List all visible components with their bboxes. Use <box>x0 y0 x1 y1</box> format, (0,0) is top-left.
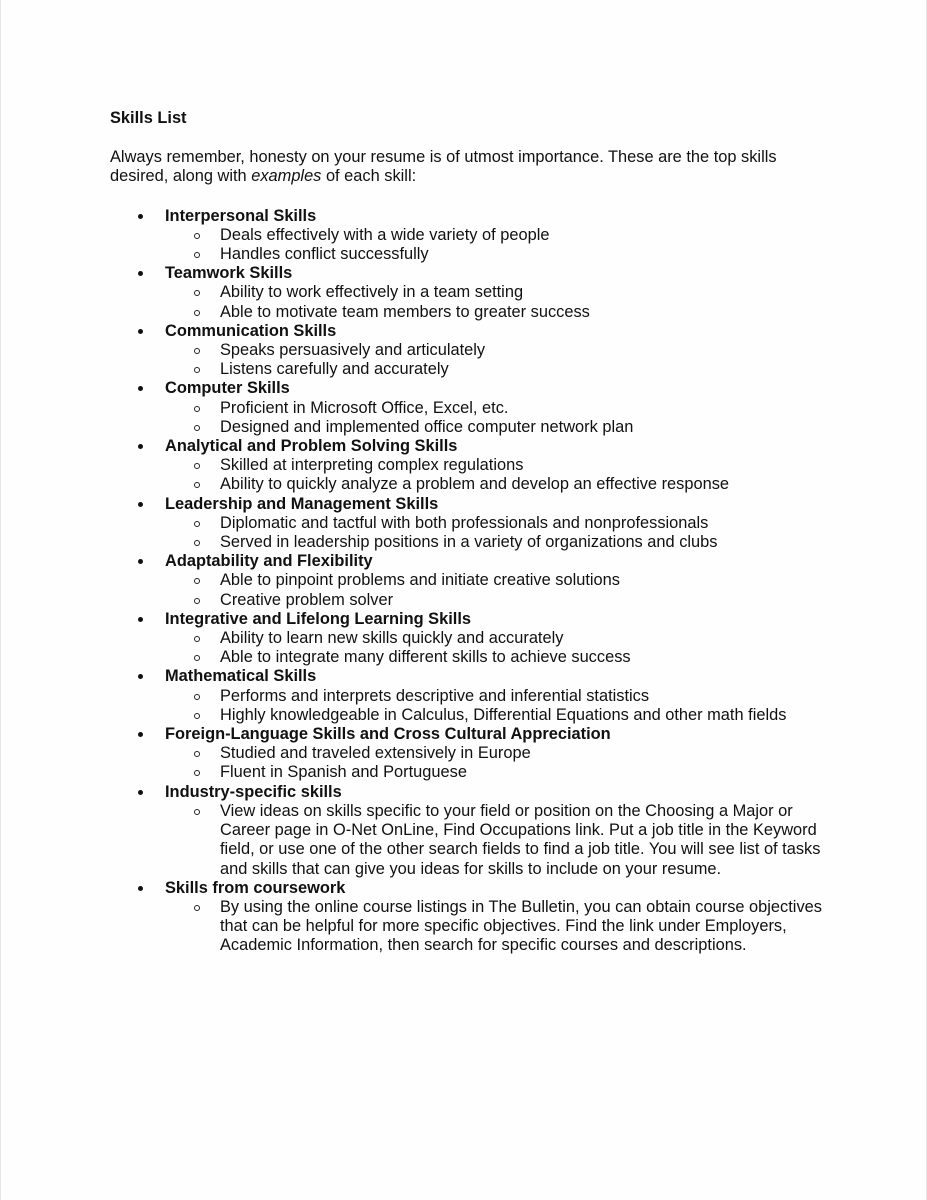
circle-bullet-icon <box>194 463 200 469</box>
skill-examples <box>165 802 830 879</box>
skill-item <box>110 610 830 668</box>
example-item <box>165 399 830 418</box>
circle-bullet-icon <box>194 540 200 546</box>
circle-bullet-icon <box>194 521 200 527</box>
example-text: Able to pinpoint problems and initiate creative solutions <box>220 571 620 590</box>
skill-heading: Mathematical Skills <box>165 667 317 686</box>
circle-bullet-icon <box>194 770 200 776</box>
circle-bullet-icon <box>194 367 200 373</box>
circle-bullet-icon <box>194 482 200 488</box>
skill-heading: Leadership and Management Skills <box>165 494 439 513</box>
example-item <box>165 706 830 725</box>
skill-item <box>110 667 830 725</box>
skill-examples <box>165 456 830 494</box>
skill-examples <box>165 687 830 725</box>
circle-bullet-icon <box>194 694 200 700</box>
skill-item <box>110 322 830 380</box>
example-item <box>165 283 830 302</box>
example-item <box>165 245 830 264</box>
example-text: Able to motivate team members to greater success <box>220 302 590 321</box>
example-item <box>165 802 830 879</box>
skill-examples <box>165 226 830 264</box>
intro-text: Always remember, honesty on your resume is of utmost importance. These are the top skills desired, along with <box>110 148 777 186</box>
example-text: By using the online course listings in The Bulletin, you can obtain course objectives that can be helpful for more specific objectives. Find the link under Employers, Academic Information, then search for specific courses and descriptions. <box>220 897 822 955</box>
bullet-icon <box>138 674 143 679</box>
bullet-icon <box>138 886 143 891</box>
circle-bullet-icon <box>194 713 200 719</box>
skill-item <box>110 264 830 322</box>
bullet-icon <box>138 502 143 507</box>
circle-bullet-icon <box>194 809 200 815</box>
bullet-icon <box>138 386 143 391</box>
example-item <box>165 514 830 533</box>
skill-examples <box>165 283 830 321</box>
skill-item <box>110 495 830 553</box>
example-text: View ideas on skills specific to your field or position on the Choosing a Major or Career page in O-Net OnLine, Find Occupations link. Put a job title in the Keyword field, or use one of the other search fields to find a job title. You will see list of tasks and skills that can give you ideas for skills to include on your resume. <box>220 801 821 878</box>
skill-heading: Integrative and Lifelong Learning Skills <box>165 609 472 628</box>
example-text: Listens carefully and accurately <box>220 360 449 379</box>
skill-examples <box>165 341 830 379</box>
skill-examples <box>165 629 830 667</box>
example-item <box>165 303 830 322</box>
skill-examples <box>165 744 830 782</box>
example-text: Served in leadership positions in a variety of organizations and clubs <box>220 533 718 552</box>
example-item <box>165 456 830 475</box>
skill-item <box>110 552 830 610</box>
skill-item <box>110 437 830 495</box>
circle-bullet-icon <box>194 406 200 412</box>
example-text: Highly knowledgeable in Calculus, Differential Equations and other math fields <box>220 705 787 724</box>
example-text: Ability to work effectively in a team setting <box>220 283 524 302</box>
intro-text-end: of each skill: <box>321 167 417 186</box>
example-item <box>165 763 830 782</box>
intro-emphasis: examples <box>251 167 322 186</box>
circle-bullet-icon <box>194 310 200 316</box>
skill-heading: Analytical and Problem Solving Skills <box>165 437 458 456</box>
example-item <box>165 629 830 648</box>
example-item <box>165 744 830 763</box>
skill-heading: Adaptability and Flexibility <box>165 552 373 571</box>
circle-bullet-icon <box>194 636 200 642</box>
example-item <box>165 898 830 956</box>
example-item <box>165 687 830 706</box>
example-item <box>165 648 830 667</box>
intro-paragraph <box>110 148 830 186</box>
bullet-icon <box>138 790 143 795</box>
skills-list <box>110 207 830 956</box>
example-item <box>165 571 830 590</box>
example-text: Designed and implemented office computer network plan <box>220 417 634 436</box>
example-text: Creative problem solver <box>220 590 394 609</box>
skill-heading: Teamwork Skills <box>165 264 293 283</box>
bullet-icon <box>138 444 143 449</box>
skill-examples <box>165 514 830 552</box>
skill-heading: Communication Skills <box>165 321 337 340</box>
skill-heading: Computer Skills <box>165 379 290 398</box>
skill-item <box>110 879 830 956</box>
example-text: Ability to learn new skills quickly and accurately <box>220 629 564 648</box>
example-text: Able to integrate many different skills to achieve success <box>220 648 631 667</box>
example-text: Handles conflict successfully <box>220 245 429 263</box>
example-text: Ability to quickly analyze a problem and develop an effective response <box>220 475 730 494</box>
page-title: Skills List <box>110 109 187 127</box>
circle-bullet-icon <box>194 290 200 296</box>
example-text: Performs and interprets descriptive and inferential statistics <box>220 686 650 705</box>
bullet-icon <box>138 329 143 334</box>
skill-item <box>110 207 830 265</box>
example-text: Skilled at interpreting complex regulations <box>220 456 524 475</box>
bullet-icon <box>138 271 143 276</box>
example-item <box>165 533 830 552</box>
circle-bullet-icon <box>194 655 200 661</box>
skill-heading: Industry-specific skills <box>165 782 342 801</box>
example-text: Studied and traveled extensively in Europe <box>220 744 531 763</box>
circle-bullet-icon <box>194 233 200 239</box>
circle-bullet-icon <box>194 348 200 354</box>
circle-bullet-icon <box>194 252 200 258</box>
example-item <box>165 341 830 360</box>
example-text: Proficient in Microsoft Office, Excel, etc. <box>220 398 509 417</box>
skill-heading: Foreign-Language Skills and Cross Cultural Appreciation <box>165 725 611 744</box>
skill-item <box>110 725 830 783</box>
example-item <box>165 418 830 437</box>
example-text: Speaks persuasively and articulately <box>220 341 486 360</box>
bullet-icon <box>138 732 143 737</box>
example-item <box>165 360 830 379</box>
document-content <box>110 109 830 956</box>
example-item <box>165 475 830 494</box>
example-item <box>165 226 830 245</box>
skill-heading: Skills from coursework <box>165 878 346 897</box>
bullet-icon <box>138 214 143 219</box>
bullet-icon <box>138 617 143 622</box>
circle-bullet-icon <box>194 425 200 431</box>
skill-examples <box>165 399 830 437</box>
skill-heading: Interpersonal Skills <box>165 206 317 225</box>
skill-item <box>110 379 830 437</box>
skill-examples <box>165 898 830 956</box>
circle-bullet-icon <box>194 751 200 757</box>
example-item <box>165 591 830 610</box>
skill-item <box>110 783 830 879</box>
example-text: Diplomatic and tactful with both professionals and nonprofessionals <box>220 513 709 532</box>
circle-bullet-icon <box>194 905 200 911</box>
example-text: Fluent in Spanish and Portuguese <box>220 763 467 782</box>
circle-bullet-icon <box>194 578 200 584</box>
skill-examples <box>165 571 830 609</box>
circle-bullet-icon <box>194 598 200 604</box>
bullet-icon <box>138 559 143 564</box>
example-text: Deals effectively with a wide variety of people <box>220 225 550 244</box>
